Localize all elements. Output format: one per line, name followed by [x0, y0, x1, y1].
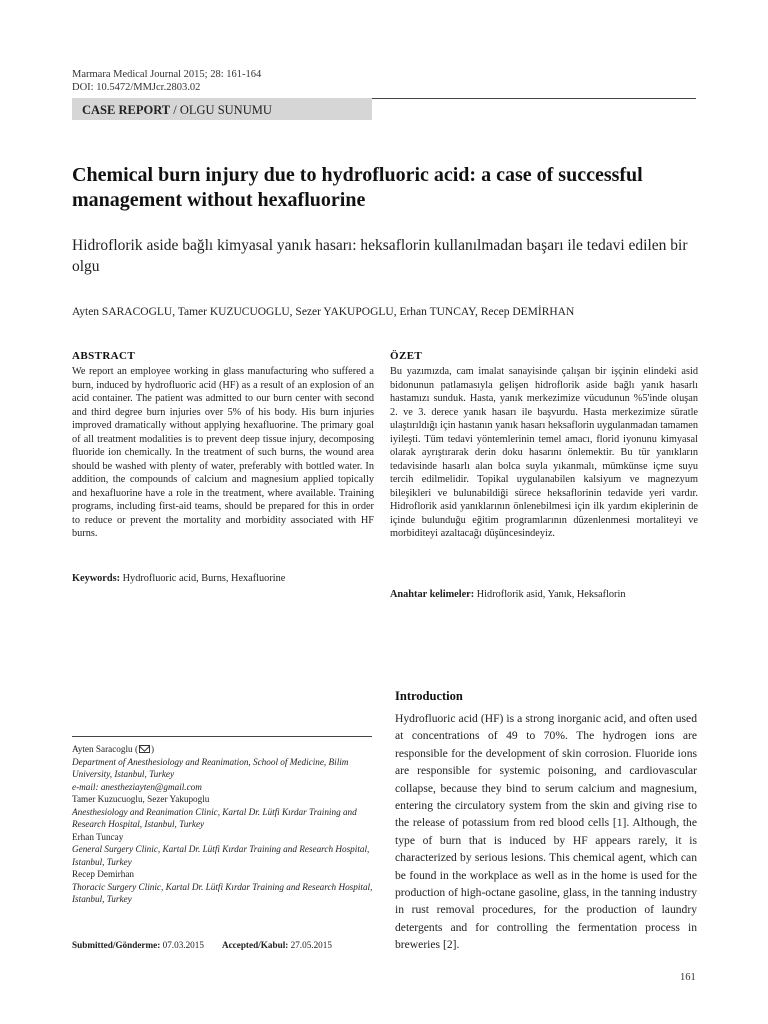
- abstract-heading: ABSTRACT: [72, 350, 136, 362]
- corresponding-author: Ayten Saracoglu ( ): [72, 744, 155, 754]
- introduction-body: Hydrofluoric acid (HF) is a strong inorganic acid, and often used at concentrations of 49 to 70%. The hydrogen ions are responsible for the development of skin corrosion. Fluoride ions are responsible for systemic poisoning, and cardiovascular collapse, because they bind to serum calcium and magnesium, entering the circulatory system from the skin and giving rise to the release of potassium from red blood cells [1]. Although, the type of burn that is induced by HF appears rarely, it is characterized by serious lesions. This chemical agent, which can be found in the workplace as well as in the home is used for the production of high-octane gasoline, glass, in the tanning industry in rust removal procedures, for the production of laundry detergents and for controlling the fermentation process in breweries [2].: [395, 712, 697, 952]
- article-category: [82, 103, 272, 118]
- submitted-date: 07.03.2015: [162, 940, 204, 950]
- affiliation-4-names: Recep Demirhan: [72, 869, 134, 879]
- journal-citation: Marmara Medical Journal 2015; 28: 161-164: [72, 69, 262, 80]
- abstract-keywords: [72, 573, 285, 584]
- keywords-label: Keywords:: [72, 573, 121, 584]
- submitted-label: Submitted/Gönderme:: [72, 940, 161, 950]
- affiliations: [72, 743, 374, 906]
- keywords-text: Hydrofluoric acid, Burns, Hexafluorine: [122, 573, 286, 584]
- introduction-heading: Introduction: [395, 689, 463, 703]
- article-title: Chemical burn injury due to hydrofluoric acid: a case of successful management without hexafluorine: [72, 164, 643, 211]
- affiliation-3-names: Erhan Tuncay: [72, 831, 124, 842]
- category-tr: OLGU SUNUMU: [179, 103, 272, 117]
- affiliation-4: Thoracic Surgery Clinic, Kartal Dr. Lütfi Kırdar Training and Research Hospital, Istanbul, Turkey: [72, 881, 373, 904]
- ozet-body: Bu yazımızda, cam imalat sanayisinde çalışan bir işçinin elindeki asid bidonunun patlamasıyla gelişen hidroflorik aside bağlı yanık hasarlı hastamızı sunduk. Hasta, yanık merkezimize vücudunun %5'inde oluşan 2. ve 3. derece yanık hasarı ile başvurdu. Hasta merkezimize süratle ulaştırıldığı için hastanın yanık hasarı heksaflorin uygulanmadan tamamen iyileşti. Tüm tedavi yöntemlerinin temel amacı, florid iyonunu kimyasal olarak ayrıştırarak derin doku hasarını önlemektir. Bu tür yanıkların tedavisinde hasarlı alan bolca suyla yıkanmalı, mümkünse içme suyu tercih edilmelidir. Topikal uygulanabilen kalsiyum ve magnezyum bileşikleri ve bulunabildiği sürece heksaflorinin tedavide yeri vardır. Hidroflorik asid yanıklarının önlenebilmesi için ilk yardım ekiplerinin de içinde bulunduğu eğitim programlarının düzenlenmesi mortaliteyi ve morbiditeyi azaltacağı düşüncesindeyiz.: [390, 366, 698, 539]
- category-separator: /: [173, 103, 177, 117]
- author-list: Ayten SARACOGLU, Tamer KUZUCUOGLU, Sezer YAKUPOGLU, Erhan TUNCAY, Recep DEMİRHAN: [72, 306, 575, 318]
- article-subtitle-tr: Hidroflorik aside bağlı kimyasal yanık hasarı: heksaflorin kullanılmadan başarı ile tedavi edilen bir olgu: [72, 237, 688, 275]
- envelope-icon: [139, 745, 150, 753]
- accepted-label: Accepted/Kabul:: [221, 940, 289, 950]
- affiliation-rule: [72, 736, 372, 737]
- category-rule: [372, 98, 696, 99]
- abstract-body: We report an employee working in glass manufacturing who suffered a burn, induced by hydrofluoric acid (HF) as a result of an explosion of an acid container. The patient was admitted to our burn center with second and third degree burn injuries over 5% of his body. His burn injuries improved dramatically without applying hexafluorine. The primary goal of all treatment modalities is to prevent deep tissue injury, decomposing fluoride ion chemically. In the treatment of such burns, the wound area should be washed with plenty of water, preferably with bottled water. In addition, the compounds of calcium and magnesium applied topically and hexafluorine have a role in the treatment, where available. Training programs, including first-aid teams, should be prepared for this in order to reduce or prevent the mortality and morbidity associated with HF burns.: [72, 366, 374, 539]
- affiliation-2-names: Tamer Kuzucuoglu, Sezer Yakupoglu: [72, 794, 210, 804]
- page-number: 161: [680, 972, 696, 983]
- ozet-heading: ÖZET: [390, 350, 423, 362]
- anahtar-text: Hidroflorik asid, Yanık, Heksaflorin: [476, 589, 626, 600]
- category-en: CASE REPORT: [82, 103, 171, 117]
- anahtar-label: Anahtar kelimeler:: [390, 589, 475, 600]
- affiliation-1: Department of Anesthesiology and Reanimation, School of Medicine, Bilim University, Istanbul, Turkey: [72, 756, 349, 779]
- doi: DOI: 10.5472/MMJcr.2803.02: [72, 82, 201, 93]
- accepted-date: 27.05.2015: [290, 940, 332, 950]
- corresponding-email[interactable]: e-mail: anestheziayten@gmail.com: [72, 781, 202, 792]
- affiliation-3: General Surgery Clinic, Kartal Dr. Lütfi Kırdar Training and Research Hospital, Istanbul, Turkey: [72, 844, 370, 867]
- journal-citation-block: [72, 68, 261, 94]
- submission-dates: [72, 940, 332, 950]
- ozet-keywords: [390, 589, 625, 600]
- affiliation-2: Anesthesiology and Reanimation Clinic, Kartal Dr. Lütfi Kırdar Training and Research Hospital, Istanbul, Turkey: [72, 806, 357, 829]
